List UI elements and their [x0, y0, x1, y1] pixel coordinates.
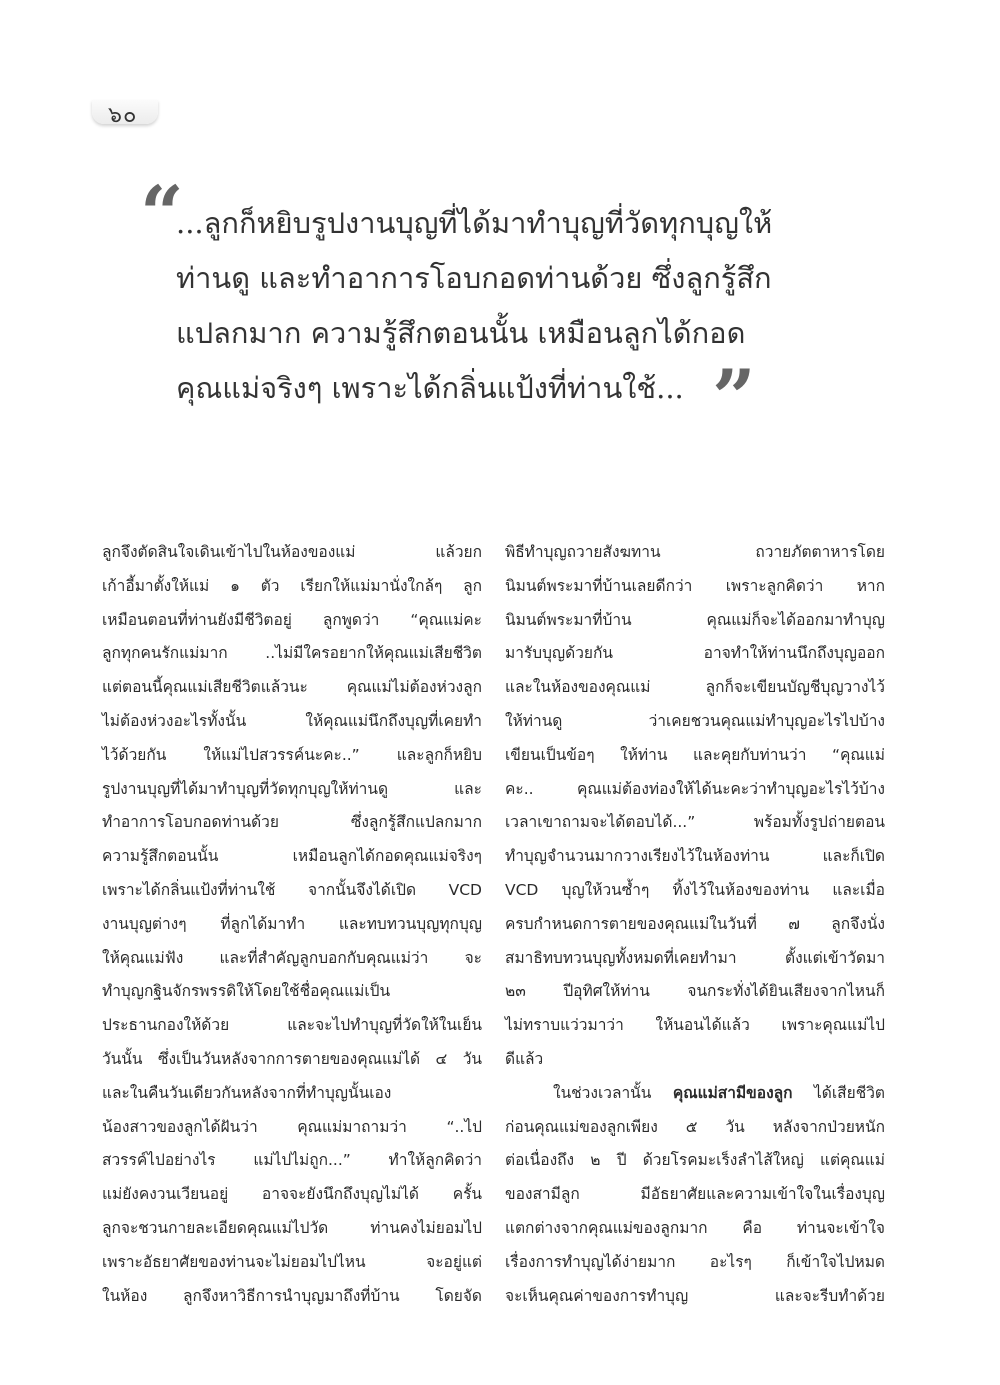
body-line: จะเห็นคุณค่าของการทำบุญ และจะรีบทำด้วย	[505, 1286, 885, 1305]
body-line: ของสามีลูก มีอัธยาศัยและความเข้าใจในเรื่องบุญ	[505, 1185, 885, 1204]
pull-quote-line: ท่านดู และทำอาการโอบกอดท่านด้วย ซึ่งลูกรู้สึก	[176, 261, 772, 295]
body-line: ครบกำหนดการตายของคุณแม่ในวันที่ ๗ ลูกจึงนั่ง	[505, 914, 885, 933]
body-line: ๒๓ ปีอุทิศให้ท่าน จนกระทั่งได้ยินเสียงจากไหนก็	[505, 982, 885, 1001]
body-line: น้องสาวของลูกได้ฝันว่า คุณแม่มาถามว่า “..ไป	[102, 1117, 482, 1136]
body-line: ไม่ต้องห่วงอะไรทั้งนั้น ให้คุณแม่นึกถึงบุญที่เคยทำ	[102, 711, 482, 730]
paragraph-first-line	[505, 1077, 885, 1111]
body-line: เวลาเขาถามจะได้ตอบได้...” พร้อมทั้งรูปถ่ายตอน	[505, 813, 885, 832]
body-line: รูปงานบุญที่ได้มาทำบุญที่วัดทุกบุญให้ท่านดู และ	[102, 779, 482, 798]
body-line: ไม่ทราบแว่วมาว่า ให้นอนได้แล้ว เพราะคุณแม่ไป	[505, 1016, 885, 1035]
body-line: พิธีทำบุญถวายสังฆทาน ถวายภัตตาหารโดย	[505, 543, 885, 561]
open-quote-mark: “	[140, 169, 184, 258]
pull-quote-line: ...ลูกก็หยิบรูปงานบุญที่ได้มาทำบุญที่วัดทุกบุญให้	[176, 206, 773, 240]
body-line: ลูกจะชวนกายละเอียดคุณแม่ไปวัด ท่านคงไม่ยอมไป	[102, 1218, 482, 1237]
body-line: ให้ท่านดู ว่าเคยชวนคุณแม่ทำบุญอะไรไปบ้าง	[505, 711, 885, 730]
body-line: ลูกจึงตัดสินใจเดินเข้าไปในห้องของแม่ แล้วยก	[102, 543, 482, 561]
body-text: ได้เสียชีวิต	[792, 1083, 885, 1102]
body-line: ลูกทุกคนรักแม่มาก ..ไม่มีใครอยากให้คุณแม่เสียชีวิต	[102, 644, 482, 663]
body-line: และในห้องของคุณแม่ ลูกก็จะเขียนบัญชีบุญวางไว้	[505, 678, 885, 697]
pull-quote-line: แปลกมาก ความรู้สึกตอนนั้น เหมือนลูกได้กอด	[176, 316, 746, 350]
body-line: และในคืนวันเดียวกันหลังจากที่ทำบุญนั้นเอง	[102, 1083, 392, 1102]
pull-quote-line: คุณแม่จริงๆ เพราะได้กลิ่นแป้งที่ท่านใช้...	[176, 371, 684, 405]
page-number: ๖๐	[108, 103, 138, 128]
body-line: คะ.. คุณแม่ต้องท่องให้ได้นะคะว่าทำบุญอะไรไว้บ้าง	[505, 779, 885, 798]
body-line: งานบุญต่างๆ ที่ลูกได้มาทำ และทบทวนบุญทุกบุญ	[102, 914, 482, 933]
left-text-column	[102, 536, 482, 1313]
body-line: มารับบุญด้วยกัน อาจทำให้ท่านนึกถึงบุญออก	[505, 644, 885, 663]
body-line: ในห้อง ลูกจึงหาวิธีการนำบุญมาถึงที่บ้าน โดยจัด	[102, 1286, 482, 1305]
body-line: แต่ตอนนี้คุณแม่เสียชีวิตแล้วนะ คุณแม่ไม่ต้องห่วงลูก	[102, 678, 482, 697]
bold-emphasis: คุณแม่สามีของลูก	[672, 1083, 793, 1102]
body-line: ความรู้สึกตอนนั้น เหมือนลูกได้กอดคุณแม่จริงๆ	[102, 847, 482, 866]
body-line: สมาธิทบทวนบุญทั้งหมดที่เคยทำมา ตั้งแต่เข้าวัดมา	[505, 948, 885, 967]
body-line: ก่อนคุณแม่ของลูกเพียง ๕ วัน หลังจากป่วยหนัก	[505, 1117, 885, 1136]
body-line: ให้คุณแม่ฟัง และที่สำคัญลูกบอกกับคุณแม่ว่า จะ	[102, 948, 482, 967]
body-line: วันนั้น ซึ่งเป็นวันหลังจากการตายของคุณแม่ได้ ๔ วัน	[102, 1049, 482, 1068]
body-line: แม่ยังคงวนเวียนอยู่ อาจจะยังนึกถึงบุญไม่ได้ ครั้น	[102, 1185, 482, 1204]
close-quote-mark: ”	[712, 353, 756, 442]
body-line: ดีแล้ว	[505, 1049, 544, 1068]
body-line: VCD บุญให้วนซ้ำๆ ทิ้งไว้ในห้องของท่าน และเมื่อ	[505, 880, 885, 899]
body-line: ทำบุญกฐินจักรพรรดิให้โดยใช้ชื่อคุณแม่เป็น	[102, 982, 391, 1001]
body-line: เหมือนตอนที่ท่านยังมีชีวิตอยู่ ลูกพูดว่า “คุณแม่คะ	[102, 610, 482, 629]
body-line: แตกต่างจากคุณแม่ของลูกมาก คือ ท่านจะเข้าใจ	[505, 1218, 885, 1237]
body-line: ไว้ด้วยกัน ให้แม่ไปสวรรค์นะคะ..” และลูกก็หยิบ	[102, 745, 482, 764]
body-line: นิมนต์พระมาที่บ้านเลยดีกว่า เพราะลูกคิดว่า หาก	[505, 576, 885, 595]
body-line: เรื่องการทำบุญได้ง่ายมาก อะไรๆ ก็เข้าใจไปหมด	[505, 1252, 885, 1271]
body-line: ทำอาการโอบกอดท่านด้วย ซึ่งลูกรู้สึกแปลกมาก	[102, 813, 482, 832]
body-line: นิมนต์พระมาที่บ้าน คุณแม่ก็จะได้ออกมาทำบุญ	[505, 610, 885, 629]
body-text: ในช่วงเวลานั้น	[553, 1083, 673, 1102]
body-line: เพราะอัธยาศัยของท่านจะไม่ยอมไปไหน จะอยู่แต่	[102, 1252, 482, 1271]
body-line: เขียนเป็นข้อๆ ให้ท่าน และคุยกับท่านว่า “คุณแม่	[505, 745, 885, 764]
body-line: ต่อเนื่องถึง ๒ ปี ด้วยโรคมะเร็งลำไส้ใหญ่ แต่คุณแม่	[505, 1151, 885, 1170]
body-line: ประธานกองให้ด้วย และจะไปทำบุญที่วัดให้ในเย็น	[102, 1016, 482, 1035]
right-text-column	[505, 536, 885, 1313]
body-line: ทำบุญจำนวนมากวางเรียงไว้ในห้องท่าน และก็เปิด	[505, 847, 885, 866]
body-line: สวรรค์ไปอย่างไร แม่ไปไม่ถูก...” ทำให้ลูกคิดว่า	[102, 1151, 482, 1170]
body-line: เก้าอี้มาตั้งให้แม่ ๑ ตัว เรียกให้แม่มานั่งใกล้ๆ ลูก	[102, 576, 482, 595]
body-line: เพราะได้กลิ่นแป้งที่ท่านใช้ จากนั้นจึงได้เปิด VCD	[102, 880, 482, 899]
